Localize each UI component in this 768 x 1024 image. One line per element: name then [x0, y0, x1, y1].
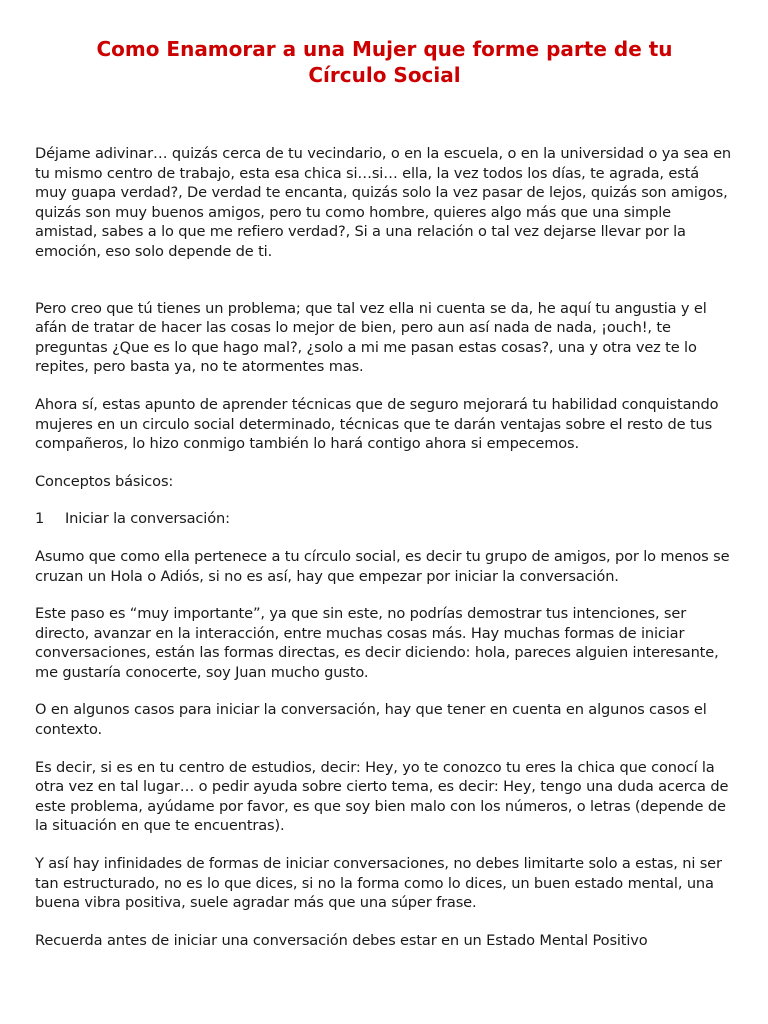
page-title: Como Enamorar a una Mujer que forme parte de tu Círculo Social — [96, 37, 673, 87]
list-item-number: 1 — [35, 510, 45, 528]
list-item-start-conversation — [35, 509, 734, 529]
paragraph-intro: Déjame adivinar… quizás cerca de tu vecindario, o en la escuela, o en la universidad o ya sea en tu mismo centro de trabajo, esta esa chica si…si… ella, la vez todos los días, te agrada, está muy guapa verdad?, De verdad te encanta, quizás solo la vez pasar de lejos, quizás son amigos, quizás son muy buenos amigos, pero tu como hombre, quieres algo más que una simple amistad, sabes a lo que me refiero verdad?, Si a una relación o tal vez dejarse llevar por la emoción, eso solo depende de ti. — [35, 145, 731, 260]
paragraph-social-circle: Asumo que como ella pertenece a tu círculo social, es decir tu grupo de amigos, por lo menos se cruzan un Hola o Adiós, si no es así, hay que empezar por iniciar la conversación. — [35, 547, 730, 585]
paragraph-important-step: Este paso es “muy importante”, ya que sin este, no podrías demostrar tus intenciones, ser directo, avanzar en la interacción, entre muchas cosas más. Hay muchas formas de iniciar conversaciones, están las formas directas, es decir diciendo: hola, pareces alguien interesante, me gustaría conocerte, soy Juan mucho gusto. — [35, 605, 719, 681]
paragraph-techniques: Ahora sí, estas apunto de aprender técnicas que de seguro mejorará tu habilidad conquistando mujeres en un circulo social determinado, técnicas que te darán ventajas sobre el resto de tus compañeros, lo hizo conmigo también lo hará contigo ahora si empecemos. — [35, 395, 719, 453]
list-item-label: Iniciar la conversación: — [65, 510, 230, 528]
paragraph-infinite-ways: Y así hay infinidades de formas de iniciar conversaciones, no debes limitarte solo a estas, ni ser tan estructurado, no es lo que dices, si no la forma como lo dices, un buen estado mental, una buena vibra positiva, suele agradar más que una súper frase. — [35, 855, 722, 912]
paragraph-context: O en algunos casos para iniciar la conversación, hay que tener en cuenta en algunos casos el contexto. — [35, 701, 707, 739]
paragraph-positive-state: Recuerda antes de iniciar una conversación debes estar en un Estado Mental Positivo — [35, 931, 648, 949]
paragraph-problem: Pero creo que tú tienes un problema; que tal vez ella ni cuenta se da, he aquí tu angustia y el afán de tratar de hacer las cosas lo mejor de bien, pero aun así nada de nada, ¡ouch!, te preguntas ¿Que es lo que hago mal?, ¿solo a mi me pasan estas cosas?, una y otra vez te lo repites, pero basta ya, no te atormentes mas. — [35, 299, 707, 376]
document-body — [35, 144, 734, 950]
section-heading-basics: Conceptos básicos: — [35, 472, 174, 490]
paragraph-example: Es decir, si es en tu centro de estudios, decir: Hey, yo te conozco tu eres la chica que conocí la otra vez en tal lugar… o pedir ayuda sobre cierto tema, es decir: Hey, tengo una duda acerca de este problema, ayúdame por favor, es que soy bien malo con los números, o letras (depende de la situación en que te encuentras). — [35, 758, 729, 835]
